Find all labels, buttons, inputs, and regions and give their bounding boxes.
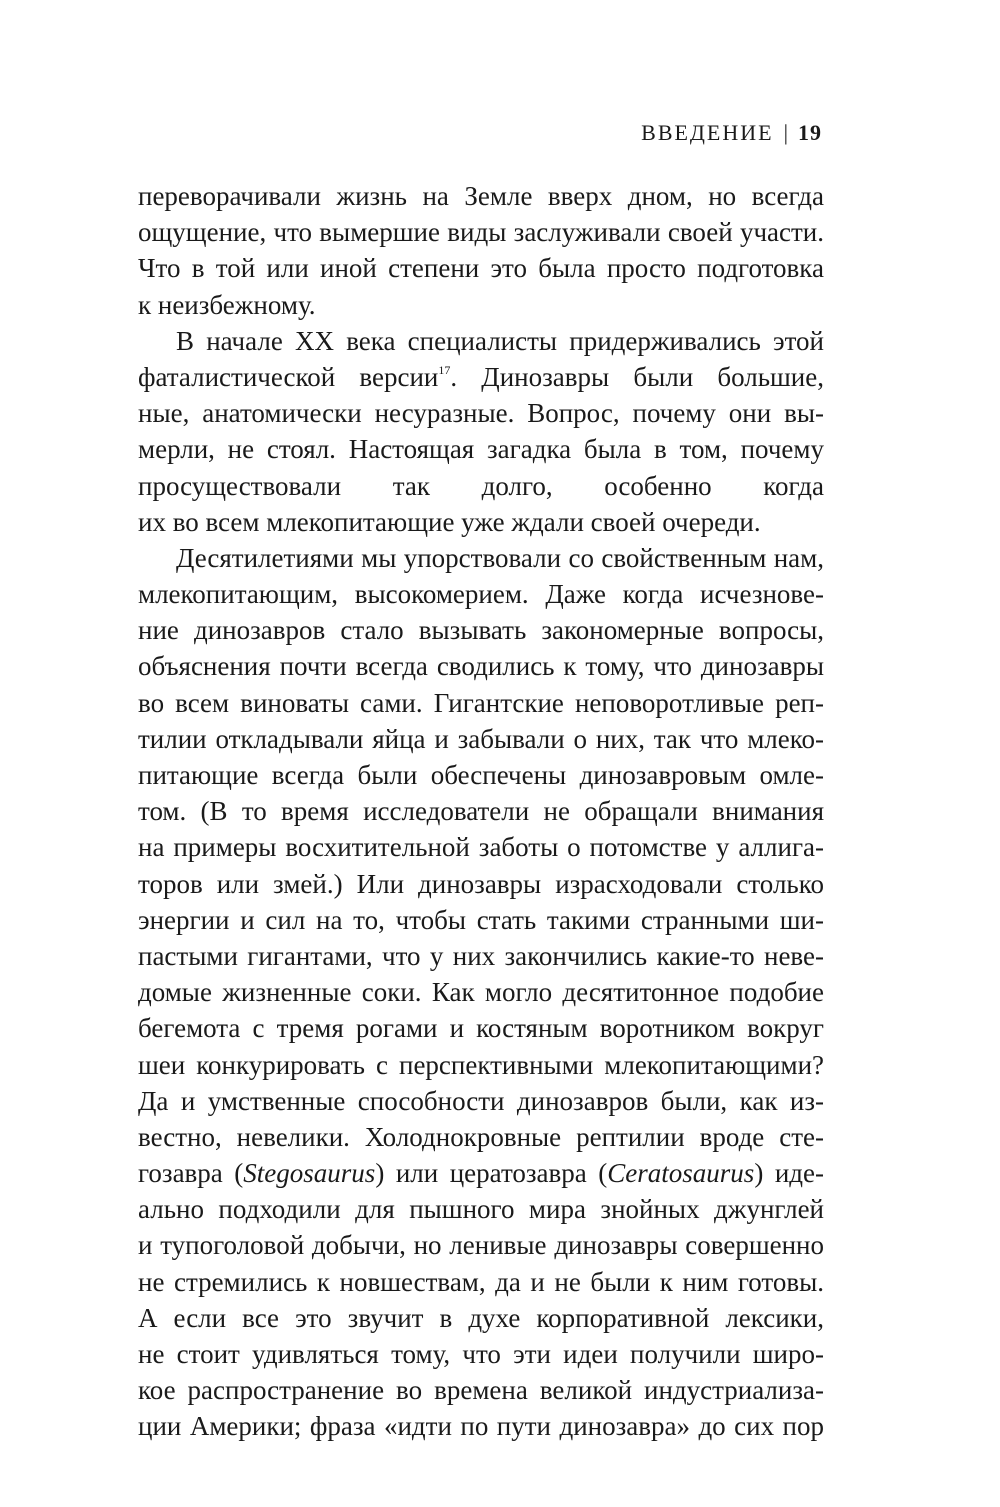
text-line: мерли, не стоял. Настоящая загадка была в том, почему (138, 434, 824, 465)
header-separator: | (783, 120, 788, 145)
body-text (138, 178, 824, 1445)
text-line: А если все это звучит в духе корпоративной лексики, (138, 1302, 824, 1333)
text-line: торов или змей.) Или динозавры израсходовали столько (138, 868, 824, 899)
text-line: ально подходили для пышного мира знойных джунглей (138, 1194, 824, 1225)
text-line: том. (В то время исследователи не обращали внимания (138, 796, 824, 827)
text-line: ние динозавров стало вызывать закономерные вопросы, (138, 615, 824, 646)
section-title: ВВЕДЕНИЕ (641, 120, 774, 145)
text-line: объяснения почти всегда сводились к тому, что динозавры (138, 651, 824, 682)
text-line: вестно, невелики. Холоднокровные рептилии вроде сте- (138, 1121, 824, 1152)
text-line: домые жизненные соки. Как могло десятитонное подобие (138, 977, 824, 1008)
text-line: питающие всегда были обеспечены динозавровым омле- (138, 760, 824, 790)
text-line: на примеры восхитительной заботы о потомстве у аллига- (138, 832, 824, 863)
text-line: Да и умственные способности динозавров были, как из- (138, 1085, 824, 1116)
paragraph-start-line: В начале XX века специалисты придерживались этой (176, 325, 824, 356)
text-line: во всем виноваты сами. Гигантские неповоротливые реп- (138, 687, 824, 718)
text-line: бегемота с тремя рогами и костяным воротником вокруг (138, 1013, 824, 1044)
text-line: просуществовали так долго, особенно когда (138, 470, 824, 501)
text-line: тилии откладывали яйца и забывали о них, так что млеко- (138, 723, 824, 754)
text-line: Что в той или иной степени это была просто подготовка (138, 253, 824, 284)
text-line: гозавра (Stegosaurus) или цератозавра (Ceratosaurus) иде- (138, 1158, 824, 1189)
text-line: и тупоголовой добычи, но ленивые динозавры совершенно (138, 1230, 824, 1261)
page-number: 19 (798, 120, 822, 145)
paragraph-start-line: Десятилетиями мы упорствовали со свойственным нам, (176, 542, 824, 573)
footnote-reference[interactable]: 17 (438, 362, 451, 377)
text-line: не стоит удивляться тому, что эти идеи получили широ- (138, 1339, 824, 1369)
latin-name-stegosaurus: Stegosaurus (243, 1158, 376, 1189)
text-line: к неизбежному. (138, 289, 316, 320)
text-line: переворачивали жизнь на Земле вверх дном, но всегда (138, 181, 824, 211)
text-line: кое распространение во времена великой индустриализа- (138, 1375, 824, 1406)
text-line: ции Америки; фраза «идти по пути динозавра» до сих пор (138, 1411, 824, 1442)
text-line: фаталистической версии$^{17}$. Динозавры были большие, (138, 361, 824, 392)
text-line: млекопитающим, высокомерием. Даже когда исчезнове- (138, 579, 824, 610)
running-head (641, 120, 822, 146)
text-line: энергии и сил на то, чтобы стать такими странными ши- (138, 904, 824, 935)
text-line: не стремились к новшествам, да и не были к ним готовы. (138, 1266, 824, 1297)
text-line: пастыми гигантами, что у них закончились какие-то неве- (138, 940, 824, 971)
text-line: их во всем млекопитающие уже ждали своей очереди. (138, 506, 761, 537)
latin-name-ceratosaurus: Ceratosaurus (607, 1158, 755, 1189)
text-line: ощущение, что вымершие виды заслуживали своей участи. (138, 217, 824, 248)
text-line: шеи конкурировать с перспективными млекопитающими? (138, 1049, 824, 1080)
text-line: ные, анатомически несуразные. Вопрос, почему они вы- (138, 398, 824, 429)
